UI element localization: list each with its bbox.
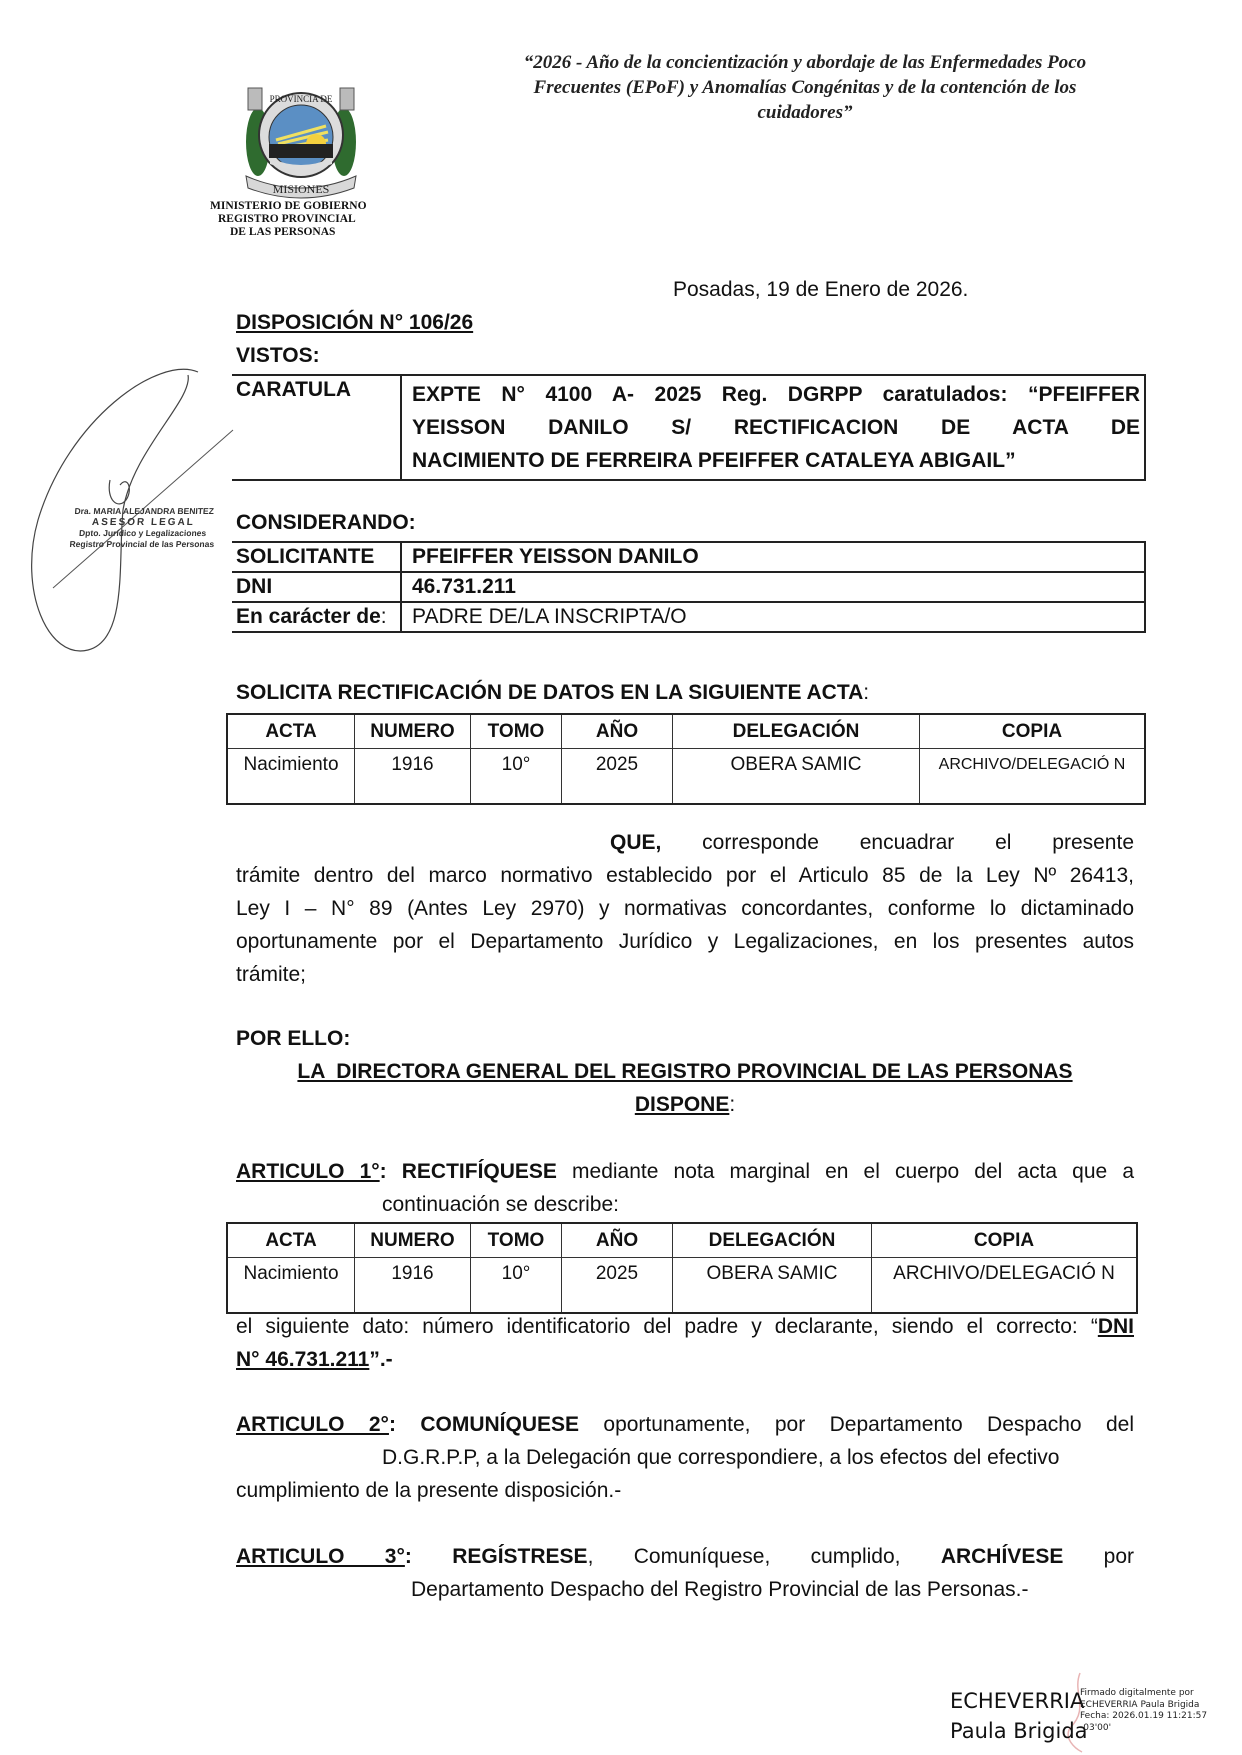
- que-line: oportunamente por el Departamento Jurídico y Legalizaciones, en los presentes autos: [236, 930, 1134, 953]
- legal-advisor-stamp: [66, 506, 219, 550]
- applicant-key-text: En carácter de: [236, 605, 381, 628]
- applicant-value: PADRE DE/LA INSCRIPTA/O: [401, 602, 1145, 632]
- articulo-1-detail-line: [236, 1343, 1134, 1376]
- caratula-line: EXPTE N° 4100 A- 2025 Reg. DGRPP caratulados: “PFEIFFER: [412, 383, 1140, 406]
- column-header: COPIA: [872, 1223, 1138, 1258]
- year-motto-line: Frecuentes (EPoF) y Anomalías Congénitas y de la contención de los: [533, 77, 1077, 98]
- applicant-key: SOLICITANTE: [232, 542, 401, 572]
- articulo-2-continuation: D.G.R.P.P, a la Delegación que correspondiere, a los efectos del efectivo: [382, 1446, 1060, 1469]
- considerando-label: CONSIDERANDO:: [236, 511, 416, 534]
- applicant-row: [232, 572, 1145, 602]
- table-cell: 2025: [562, 1258, 673, 1314]
- articulo-3-verb1: REGÍSTRESE: [452, 1545, 588, 1568]
- articulo-1-verb: RECTIFÍQUESE: [401, 1160, 557, 1183]
- caratula-key: [232, 375, 401, 480]
- signature-meta-line: -03'00': [1080, 1722, 1112, 1733]
- signer-name-line: Paula Brigida: [950, 1719, 1088, 1743]
- articulo-2-label: ARTICULO 2°: [236, 1413, 389, 1436]
- ministry-line: DE LAS PERSONAS: [230, 226, 336, 238]
- table-row: [227, 1258, 1137, 1314]
- table-cell: 2025: [562, 749, 673, 805]
- column-header: COPIA: [920, 714, 1146, 749]
- articulo-3-mid: Comuníquese, cumplido,: [633, 1545, 901, 1568]
- table-row: [227, 749, 1145, 805]
- year-motto-line: “2026 - Año de la concientización y abordaje de las Enfermedades Poco: [523, 52, 1087, 73]
- que-first-line: [236, 826, 1134, 859]
- disposition-number: DISPOSICIÓN N° 106/26: [236, 311, 474, 334]
- solicita-label: [236, 676, 869, 709]
- table-cell: ARCHIVO/DELEGACIÓ N: [920, 749, 1146, 805]
- applicant-key: [232, 602, 401, 632]
- articulo-2-verb: COMUNÍQUESE: [420, 1413, 580, 1436]
- articulo-1-detail-text: el siguiente dato: número identificatorio del padre y declarante, siendo el correcto: “: [236, 1315, 1098, 1338]
- dispone-colon: :: [729, 1093, 736, 1116]
- caratula-key-text: CARATULA: [236, 378, 352, 401]
- directora-heading: LA DIRECTORA GENERAL DEL REGISTRO PROVINCIAL DE LAS PERSONAS: [297, 1060, 1073, 1083]
- articulo-1-end: ”.-: [369, 1348, 393, 1371]
- que-line: trámite dentro del marco normativo establecido por el Articulo 85 de la Ley Nº 26413,: [236, 864, 1134, 887]
- applicant-key-colon: :: [380, 605, 387, 628]
- seal-top-text: PROVINCIA DE: [269, 94, 333, 104]
- articulo-3-line: ARTICULO 3°: REGÍSTRESE, Comuníquese, cumplido, ARCHÍVESE por: [236, 1545, 1135, 1568]
- stamp-line: ASESOR LEGAL: [91, 517, 196, 528]
- articulo-1-detail-line: [236, 1310, 1134, 1343]
- stamp-line: Dpto. Jurídico y Legalizaciones: [78, 528, 207, 538]
- articulo-3-verb2: ARCHÍVESE: [940, 1545, 1064, 1568]
- column-header: ACTA: [227, 1223, 355, 1258]
- que-first-text: corresponde encuadrar el presente: [702, 831, 1134, 854]
- table-cell: OBERA SAMIC: [673, 1258, 872, 1314]
- que-line: trámite;: [236, 963, 307, 986]
- articulo-2-text: oportunamente, por Departamento Despacho del: [603, 1413, 1135, 1436]
- que-line: Ley I – N° 89 (Antes Ley 2970) y normativas concordantes, conforme lo dictaminado: [236, 897, 1134, 920]
- stamp-line: Registro Provincial de las Personas: [69, 539, 215, 549]
- province-seal-icon: [236, 80, 366, 202]
- table-cell: 10°: [471, 1258, 562, 1314]
- signature-meta-line: Fecha: 2026.01.19 11:21:57: [1080, 1711, 1208, 1721]
- table-cell: Nacimiento: [227, 1258, 355, 1314]
- column-header: TOMO: [471, 1223, 562, 1258]
- articulo-1-label: ARTICULO 1°: [236, 1160, 380, 1183]
- table-cell: OBERA SAMIC: [673, 749, 920, 805]
- dispone-text: DISPONE: [634, 1093, 730, 1116]
- table-header-row: [227, 1223, 1137, 1258]
- ministry-line: REGISTRO PROVINCIAL: [218, 213, 356, 225]
- table-cell: ARCHIVO/DELEGACIÓ N: [872, 1258, 1138, 1314]
- articulo-1-dni-label: DNI: [1097, 1315, 1134, 1338]
- stamp-line: Dra. MARIA ALEJANDRA BENITEZ: [74, 506, 215, 516]
- table-cell: Nacimiento: [227, 749, 355, 805]
- dispone-heading: [236, 1088, 1134, 1121]
- caratula-table: [232, 374, 1146, 481]
- year-motto-line: cuidadores”: [757, 102, 853, 123]
- signature-metadata: [1080, 1688, 1207, 1734]
- table-cell: 1916: [355, 749, 471, 805]
- rectification-acta-table: [226, 1222, 1138, 1314]
- column-header: ACTA: [227, 714, 355, 749]
- articulo-1-line: ARTICULO 1°: RECTIFÍQUESE mediante nota marginal en el cuerpo del acta que a: [236, 1160, 1134, 1183]
- articulo-1-text: mediante nota marginal en el cuerpo del acta que a: [572, 1160, 1134, 1183]
- column-header: TOMO: [471, 714, 562, 749]
- ministry-line: MINISTERIO DE GOBIERNO: [210, 200, 367, 212]
- year-motto: [510, 50, 1100, 125]
- signature-meta-line: Firmado digitalmente por: [1080, 1688, 1194, 1698]
- column-header: AÑO: [562, 714, 673, 749]
- caratula-line: YEISSON DANILO S/ RECTIFICACION DE ACTA DE: [412, 416, 1140, 439]
- caratula-value: [401, 375, 1145, 480]
- articulo-1-dni-value: N° 46.731.211: [236, 1348, 370, 1371]
- applicant-value: 46.731.211: [401, 572, 1145, 602]
- table-cell: 1916: [355, 1258, 471, 1314]
- applicant-row: [232, 602, 1145, 632]
- applicant-table: [232, 541, 1146, 633]
- column-header: NUMERO: [355, 1223, 471, 1258]
- signer-name-line: ECHEVERRIA: [950, 1689, 1085, 1713]
- ministry-heading: [210, 200, 367, 239]
- signer-name: [950, 1686, 1088, 1746]
- articulo-3-label: ARTICULO 3°: [236, 1545, 405, 1568]
- por-ello-label: POR ELLO:: [236, 1027, 351, 1050]
- column-header: NUMERO: [355, 714, 471, 749]
- column-header: AÑO: [562, 1223, 673, 1258]
- applicant-row: [232, 542, 1145, 572]
- articulo-1-continuation: continuación se describe:: [382, 1193, 619, 1216]
- caratula-line: NACIMIENTO DE FERREIRA PFEIFFER CATALEYA ABIGAIL”: [412, 449, 1016, 472]
- articulo-2-line: ARTICULO 2°: COMUNÍQUESE oportunamente, por Departamento Despacho del: [236, 1413, 1135, 1436]
- que-paragraph: [236, 826, 1134, 991]
- solicita-acta-table: [226, 713, 1146, 805]
- articulo-3-continuation: Departamento Despacho del Registro Provincial de las Personas.-: [411, 1578, 1029, 1601]
- solicita-colon: :: [863, 681, 870, 704]
- articulo-2-end: cumplimiento de la presente disposición.-: [236, 1479, 622, 1502]
- applicant-value: PFEIFFER YEISSON DANILO: [401, 542, 1145, 572]
- que-lead: QUE,: [610, 831, 662, 854]
- column-header: DELEGACIÓN: [673, 1223, 872, 1258]
- articulo-3-end: por: [1103, 1545, 1135, 1568]
- articulo-1-detail: [236, 1310, 1134, 1376]
- seal-bottom-text: MISIONES: [272, 182, 330, 196]
- column-header: DELEGACIÓN: [673, 714, 920, 749]
- table-header-row: [227, 714, 1145, 749]
- applicant-key: DNI: [232, 572, 401, 602]
- vistos-label: VISTOS:: [236, 344, 320, 367]
- solicita-label-text: SOLICITA RECTIFICACIÓN DE DATOS EN LA SIGUIENTE ACTA: [236, 681, 864, 704]
- signature-meta-line: ECHEVERRIA Paula Brigida: [1080, 1699, 1200, 1710]
- document-date: Posadas, 19 de Enero de 2026.: [673, 278, 969, 301]
- table-cell: 10°: [471, 749, 562, 805]
